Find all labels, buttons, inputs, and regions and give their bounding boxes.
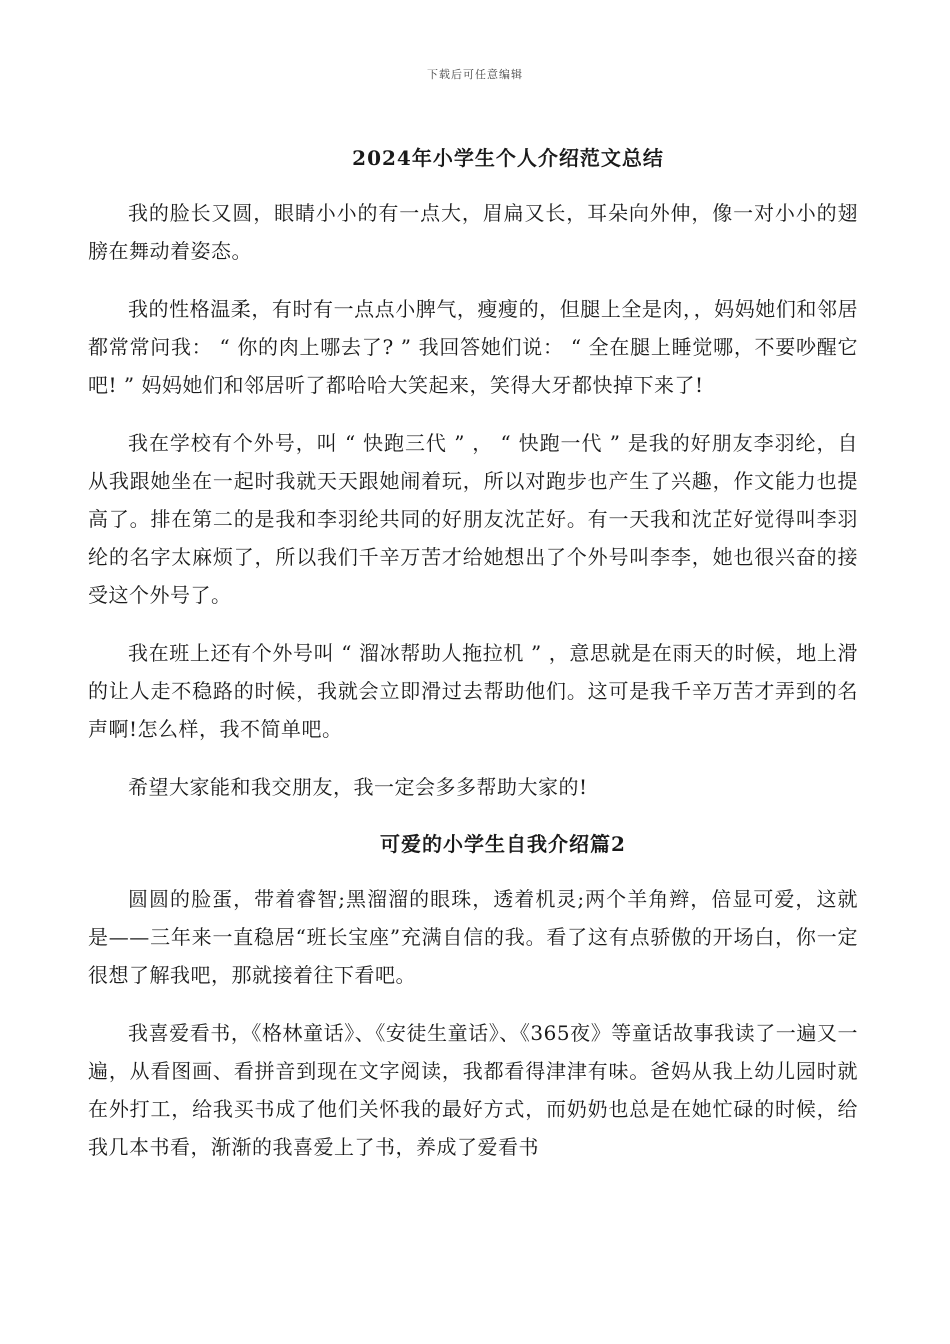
document-body <box>88 140 858 1186</box>
paragraph: 希望大家能和我交朋友，我一定会多多帮助大家的! <box>128 775 588 799</box>
header-note: 下载后可任意编辑 <box>427 68 523 81</box>
paragraph: 圆圆的脸蛋，带着睿智;黑溜溜的眼珠，透着机灵;两个羊角辫，倍显可爱，这就是——三年来一直稳居“班长宝座”充满自信的我。看了这有点骄傲的开场白，你一定很想了解我吧，那就接着往下看吧。 <box>88 887 858 987</box>
paragraph: 我的性格温柔，有时有一点点小脾气，瘦瘦的，但腿上全是肉，，妈妈她们和邻居都常常问我： “ 你的肉上哪去了? ” 我回答她们说： “ 全在腿上睡觉哪，不要吵醒它吧! ” 妈妈她们和邻居听了都哈哈大笑起来，笑得大牙都快掉下来了! <box>88 297 858 397</box>
paragraph: 我在学校有个外号，叫 “ 快跑三代 ” ， “ 快跑一代 ” 是我的好朋友李羽纶，自从我跟她坐在一起时我就天天跟她闹着玩，所以对跑步也产生了兴趣，作文能力也提高了。排在第二的是我和李羽纶共同的好朋友沈芷好。有一天我和沈芷好觉得叫李羽纶的名字太麻烦了，所以我们千辛万苦才给她想出了个外号叫李李，她也很兴奋的接受这个外号了。 <box>88 431 858 607</box>
paragraph: 我喜爱看书，《格林童话》、《安徒生童话》、《365夜》等童话故事我读了一遍又一遍，从看图画、看拼音到现在文字阅读，我都看得津津有味。爸妈从我上幼儿园时就在外打工，给我买书成了他们关怀我的最好方式，而奶奶也总是在她忙碌的时候，给我几本书看，渐渐的我喜爱上了书，养成了爱看书 <box>88 1021 858 1159</box>
paragraph: 我在班上还有个外号叫 “ 溜冰帮助人拖拉机 ” ，意思就是在雨天的时候，地上滑的让人走不稳路的时候，我就会立即滑过去帮助他们。这可是我千辛万苦才弄到的名声啊!怎么样，我不简单吧。 <box>88 641 858 741</box>
article-title: 2024年小学生个人介绍范文总结 <box>352 146 664 170</box>
paragraph: 我的脸长又圆，眼睛小小的有一点大，眉扁又长，耳朵向外伸，像一对小小的翅膀在舞动着姿态。 <box>88 201 858 263</box>
section-title: 可爱的小学生自我介绍篇2 <box>380 832 626 856</box>
